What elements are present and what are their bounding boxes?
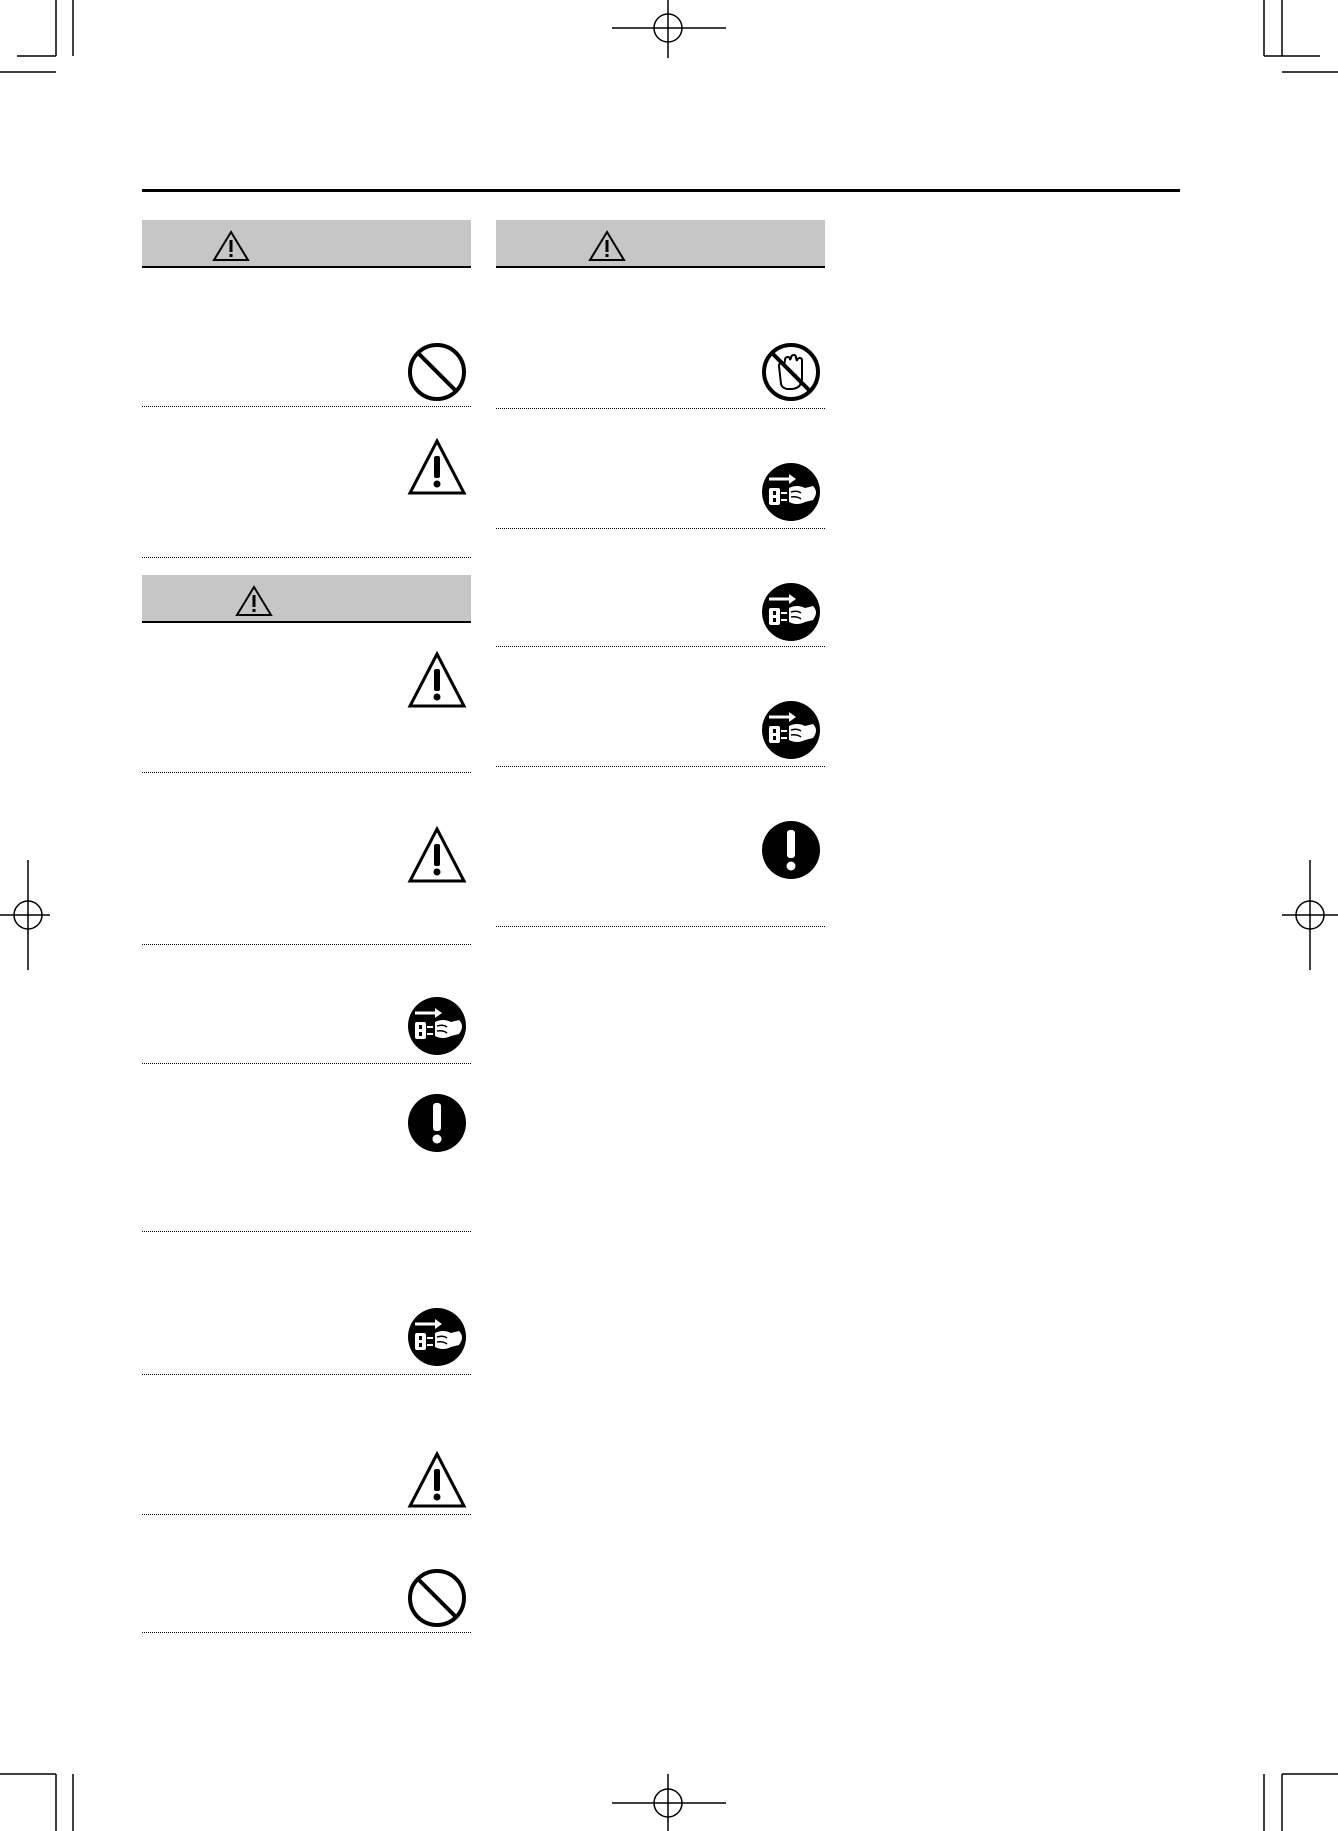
safety-item xyxy=(142,944,471,1064)
safety-item xyxy=(142,268,471,407)
warning-banner xyxy=(142,220,471,268)
safety-item xyxy=(142,623,471,773)
safety-item xyxy=(142,1231,471,1375)
caution-triangle-icon xyxy=(407,651,467,711)
header-rule xyxy=(142,189,1180,192)
safety-item xyxy=(496,408,825,529)
unplug-icon xyxy=(407,1307,467,1367)
caution-triangle-icon xyxy=(407,438,467,498)
prohibited-icon xyxy=(407,1568,467,1628)
unplug-icon xyxy=(761,582,821,642)
no-wet-hands-icon xyxy=(761,342,821,402)
safety-item xyxy=(142,1063,471,1232)
unplug-icon xyxy=(761,462,821,522)
prohibited-icon xyxy=(407,342,467,402)
warning-triangle-icon xyxy=(588,230,626,262)
warning-banner xyxy=(496,220,825,268)
safety-item xyxy=(142,1514,471,1633)
unplug-icon xyxy=(761,700,821,760)
safety-item xyxy=(496,528,825,647)
safety-item xyxy=(142,1374,471,1515)
mandatory-action-icon xyxy=(407,1093,467,1153)
mandatory-action-icon xyxy=(761,820,821,880)
safety-item xyxy=(496,646,825,767)
warning-triangle-icon xyxy=(235,585,273,617)
safety-item xyxy=(496,268,825,409)
caution-triangle-icon xyxy=(407,1451,467,1511)
warning-banner xyxy=(142,575,471,623)
caution-triangle-icon xyxy=(407,826,467,886)
safety-item xyxy=(142,406,471,558)
safety-item xyxy=(142,772,471,945)
unplug-icon xyxy=(407,996,467,1056)
warning-triangle-icon xyxy=(212,230,250,262)
safety-item xyxy=(496,766,825,927)
